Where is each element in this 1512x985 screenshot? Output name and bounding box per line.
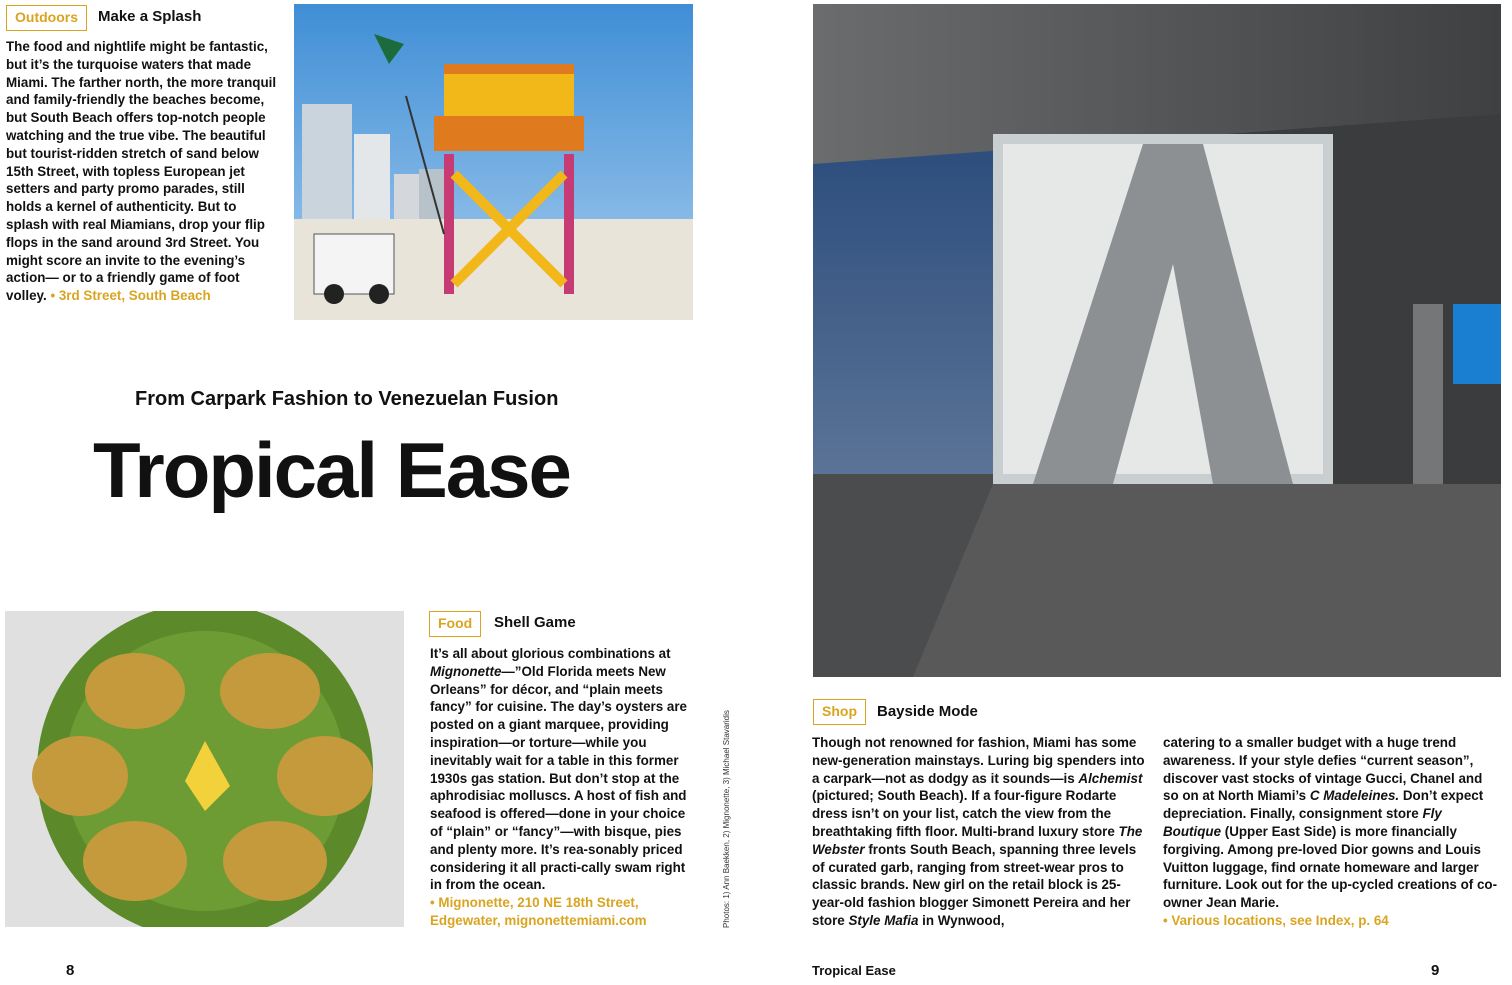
shop-style-mafia-name: Style Mafia bbox=[848, 912, 919, 928]
photo-lifeguard-tower bbox=[294, 4, 693, 320]
heading-bayside-mode: Bayside Mode bbox=[877, 703, 978, 720]
tag-outdoors: Outdoors bbox=[6, 5, 87, 31]
photo-alchemist-carpark bbox=[813, 4, 1501, 677]
shop-col2-part-a: catering to a smaller budget with a huge trend awareness. If your style defies “current season”, discover vast stocks of vintage Gucci, Chanel and so on at North Miami’s bbox=[1163, 735, 1483, 804]
outdoors-body: The food and nightlife might be fantastic, but it’s the turquoise waters that made Miami. The farther north, the more tranquil and family-friendly the beaches become, but South Beach offers top-notch people watching and the true vibe. The beautiful but tourist-ridden stretch of sand below 15th Street, with topless European jet setters and party promo parades, still holds a kernel of authenticity. But to splash with real Miamians, drop your flip flops in the sand around 3rd Street. You might score an invite to the evening’s action— or to a friendly game of foot volley. bbox=[6, 39, 277, 304]
shop-location: • Various locations, see Index, p. 64 bbox=[1163, 912, 1389, 928]
shop-article-column-1 bbox=[812, 734, 1152, 930]
outdoors-location: • 3rd Street, South Beach bbox=[50, 288, 211, 304]
shop-col2-part-c: (Upper East Side) is more financially forgiving. Among pre-loved Dior gowns and Louis Vuitton luggage, find ornate homeware and larger furniture. Look out for the up-cycled creations of co-owner Jean Marie. bbox=[1163, 823, 1498, 911]
page-number-left: 8 bbox=[66, 962, 75, 979]
shop-article-column-2 bbox=[1163, 734, 1500, 930]
lifeguard-tower-illustration bbox=[294, 4, 693, 320]
shop-col1-part-d: in Wynwood, bbox=[918, 912, 1005, 928]
food-article bbox=[430, 645, 696, 930]
outdoors-article bbox=[6, 38, 278, 305]
heading-shell-game: Shell Game bbox=[494, 614, 576, 631]
feature-title: Tropical Ease bbox=[93, 426, 570, 514]
shop-col2-part-b: Don’t expect depreciation. Finally, consignment store bbox=[1163, 788, 1484, 822]
photo-oysters bbox=[5, 611, 404, 927]
alchemist-carpark-illustration bbox=[813, 4, 1501, 677]
oyster-plate-illustration bbox=[5, 611, 404, 927]
tag-food: Food bbox=[429, 611, 481, 637]
shop-col1-part-c: fronts South Beach, spanning three levels of curated garb, ranging from street-wear pros to classic brands. New girl on the retail block is 25-year-old fashion blogger Simonett Pereira and her store bbox=[812, 841, 1137, 928]
running-title: Tropical Ease bbox=[812, 963, 896, 978]
shop-alchemist-name: Alchemist bbox=[1078, 770, 1143, 786]
shop-webster-name: The Webster bbox=[812, 823, 1143, 857]
shop-col1-part-b: (pictured; South Beach). If a four-figure Rodarte dress isn’t on your list, catch the view from the breathtaking fifth floor. Multi-brand luxury store bbox=[812, 788, 1119, 839]
food-body-part-1: It’s all about glorious combinations at bbox=[430, 646, 671, 661]
shop-fly-boutique-name: Fly Boutique bbox=[1163, 806, 1442, 839]
food-venue-name: Mignonette bbox=[430, 663, 502, 679]
photo-credits: Photos: 1) Ann Baekken, 2) Mignonette, 3) Michael Stavaridis bbox=[722, 710, 731, 928]
shop-col1-part-a: Though not renowned for fashion, Miami has some new-generation mainstays. Luring big spenders into a carpark—not as dodgy as it sounds—is bbox=[812, 735, 1145, 786]
heading-make-a-splash: Make a Splash bbox=[98, 8, 202, 25]
feature-subtitle: From Carpark Fashion to Venezuelan Fusion bbox=[135, 388, 559, 410]
food-body-part-2: —”Old Florida meets New Orleans” for décor, and “plain meets fancy” for cuisine. The day’s oysters are posted on a giant marquee, providing inspiration—or torture—while you inevitably wait for a table in this former 1930s gas station. But don’t stop at the aphrodisiac molluscs. A host of fish and seafood is offered—done in your choice of “plain” or “fancy”—with bisque, pies and plenty more. It’s rea-sonably priced considering it all practi-cally swam right in from the ocean. bbox=[430, 663, 688, 893]
food-location: • Mignonette, 210 NE 18th Street, Edgewater, mignonettemiami.com bbox=[430, 895, 647, 928]
tag-shop: Shop bbox=[813, 699, 866, 725]
page-number-right: 9 bbox=[1431, 962, 1440, 979]
shop-c-madeleines-name: C Madeleines. bbox=[1309, 788, 1400, 804]
